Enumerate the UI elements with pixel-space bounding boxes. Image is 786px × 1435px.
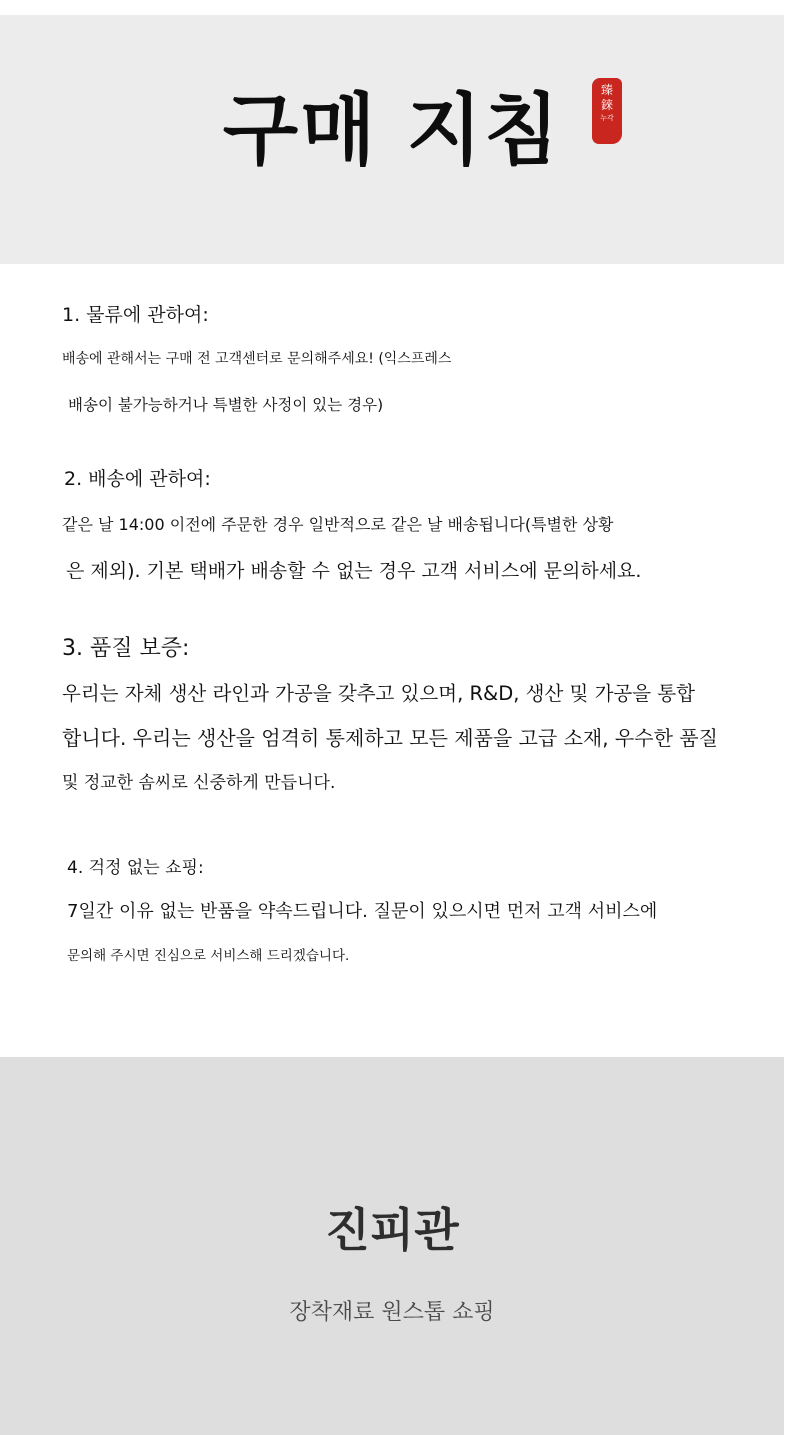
section-text: 배송이 불가능하거나 특별한 사정이 있는 경우): [68, 396, 384, 414]
section-heading: 1. 물류에 관하여:: [62, 304, 209, 326]
section-text: 같은 날 14:00 이전에 주문한 경우 일반적으로 같은 날 배송됩니다(특별한 상황: [62, 515, 614, 534]
section-heading: 4. 걱정 없는 쇼핑:: [67, 858, 204, 878]
section-text: 은 제외). 기본 택배가 배송할 수 없는 경우 고객 서비스에 문의하세요.: [66, 560, 642, 582]
page-title: 구매 지침: [222, 86, 562, 176]
brand-name: 진피관: [325, 1203, 459, 1257]
brand-tagline: 장착재료 원스톱 쇼핑: [289, 1300, 495, 1325]
section-text: 7일간 이유 없는 반품을 약속드립니다. 질문이 있으시면 먼저 고객 서비스에: [67, 901, 658, 922]
seal-stamp: 臻 錸 누각: [592, 78, 622, 144]
section-text: 합니다. 우리는 생산을 엄격히 통제하고 모든 제품을 고급 소재, 우수한 품질: [62, 726, 718, 750]
section-heading: 3. 품질 보증:: [62, 636, 190, 661]
section-text: 우리는 자체 생산 라인과 가공을 갖추고 있으며, R&D, 생산 및 가공을 통합: [62, 682, 695, 705]
section-text: 배송에 관해서는 구매 전 고객센터로 문의해주세요! (익스프레스: [62, 351, 452, 367]
section-heading: 2. 배송에 관하여:: [64, 468, 211, 490]
section-text: 문의해 주시면 진심으로 서비스해 드리겠습니다.: [67, 948, 350, 964]
section-text: 및 정교한 솜씨로 신중하게 만듭니다.: [62, 773, 336, 793]
